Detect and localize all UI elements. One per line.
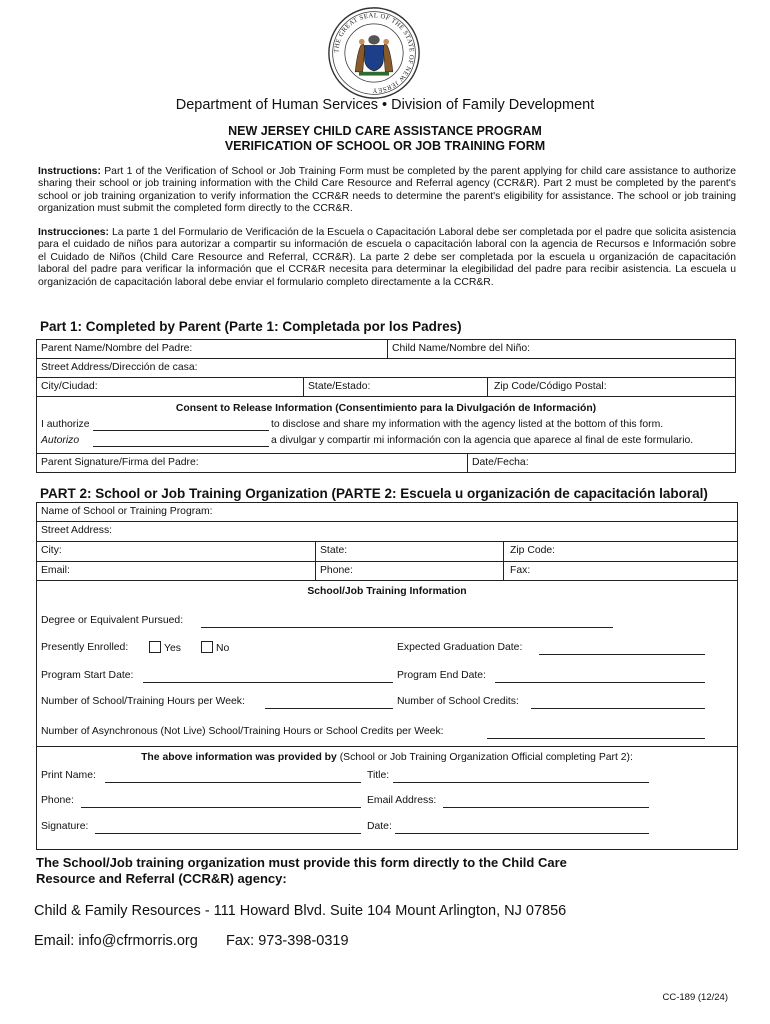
org-email-label: Email: (41, 565, 70, 576)
official-phone-line[interactable] (81, 807, 361, 808)
part2-row-program (37, 503, 737, 522)
submission-notice-line2: Resource and Referral (CCR&R) agency: (36, 871, 287, 886)
instructions-spanish (38, 227, 736, 289)
i-authorize-label: I authorize (41, 419, 90, 430)
program-title-line1: NEW JERSEY CHILD CARE ASSISTANCE PROGRAM (228, 124, 542, 138)
authorize-text: to disclose and share my information with the agency listed at the bottom of this form. (271, 419, 664, 430)
part1-row-signature (37, 454, 735, 473)
child-name-label: Child Name/Nombre del Niño: (392, 343, 531, 354)
seal-inscription: THE GREAT SEAL OF THE STATE OF NEW JERSEY (333, 12, 415, 94)
instrucciones-label: Instrucciones: (38, 227, 110, 238)
async-line[interactable] (487, 738, 705, 739)
parent-street-label: Street Address/Dirección de casa: (41, 362, 198, 373)
title-label: Title: (367, 770, 390, 781)
parent-name-field[interactable] (37, 340, 387, 358)
official-date-label: Date: (367, 821, 392, 832)
print-name-label: Print Name: (41, 770, 96, 781)
org-phone-field[interactable] (315, 562, 503, 580)
part2-row-street (37, 522, 737, 542)
org-state-label: State: (320, 545, 348, 556)
parent-date-field[interactable] (467, 454, 735, 473)
org-state-field[interactable] (315, 542, 503, 561)
parent-signature-label: Parent Signature/Firma del Padre: (41, 457, 199, 468)
grad-date-label: Expected Graduation Date: (397, 642, 523, 653)
credits-line[interactable] (531, 708, 705, 709)
state-seal-logo (327, 6, 421, 100)
instrucciones-text: La parte 1 del Formulario de Verificación de la Escuela o Capacitación Laboral debe ser completada por el padre que solicita asistencia para el cuidado de niños para autorizar a compartir su información de escuela o capacitación laboral con la agencia de Recursos e Información sobre el Cuidado de Niños (Child Care Resource and Referral, CCR&R). La parte 2 debe ser completada por la escuela u organización de capacitación laboral del padre para verificar la información que el CCR&R necesita para determinar la elegibilidad del padre para recibir asistencia. La escuela u organización de capacitación laboral debe enviar el formulario completo directamente a la CCR&R. (38, 227, 737, 288)
department-title: Department of Human Services • Division of Family Development (175, 97, 595, 113)
official-email-label: Email Address: (367, 795, 437, 806)
parent-street-field[interactable] (37, 359, 735, 377)
official-email-line[interactable] (443, 807, 649, 808)
part1-row-street (37, 359, 735, 378)
async-label: Number of Asynchronous (Not Live) School/Training Hours or School Credits per Week: (41, 726, 444, 737)
parent-date-label: Date/Fecha: (472, 457, 529, 468)
instructions-text: Part 1 of the Verification of School or Job Training Form must be completed by the parent applying for child care assistance to authorize sharing their school or job training information with the Child Care Resource and Referral agency (CCR&R). Part 2 must be completed by the parent's school or job training organization to verify information the CCR&R needs to determine the parent's eligibility for assistance. The school or job training organization must submit the completed form directly to the CCR&R. (38, 166, 736, 215)
org-fax-label: Fax: (510, 565, 531, 576)
parent-city-field[interactable] (37, 378, 303, 396)
official-date-line[interactable] (395, 833, 649, 834)
part1-table (36, 339, 736, 473)
agency-address: Child & Family Resources - 111 Howard Blvd. Suite 104 Mount Arlington, NJ 07856 (34, 903, 567, 919)
part1-row-consent (37, 397, 735, 454)
official-signature-label: Signature: (41, 821, 89, 832)
parent-state-field[interactable] (303, 378, 487, 396)
child-name-field[interactable] (387, 340, 735, 358)
org-phone-label: Phone: (320, 565, 353, 576)
degree-label: Degree or Equivalent Pursued: (41, 615, 184, 626)
program-title-line2: VERIFICATION OF SCHOOL OR JOB TRAINING FORM (224, 139, 546, 153)
part1-heading: Part 1: Completed by Parent (Parte 1: Completada por los Padres) (40, 319, 462, 334)
autorizo-text: a divulgar y compartir mi información con la agencia que aparece al final de este formulario. (271, 435, 694, 446)
hours-label: Number of School/Training Hours per Week: (41, 696, 245, 707)
school-info-title: School/Job Training Information (307, 586, 467, 597)
enrolled-no-option[interactable] (201, 641, 229, 654)
part1-row-city (37, 378, 735, 397)
provided-by-text (37, 752, 737, 763)
agency-email: Email: info@cfrmorris.org (34, 933, 198, 949)
org-city-label: City: (41, 545, 62, 556)
no-checkbox[interactable] (201, 641, 213, 653)
part2-row-email (37, 562, 737, 581)
program-title (0, 124, 770, 154)
part2-heading: PART 2: School or Job Training Organization (PARTE 2: Escuela u organización de capacitación laboral) (40, 486, 708, 501)
autorizo-name-line[interactable] (93, 446, 269, 447)
parent-name-label: Parent Name/Nombre del Padre: (41, 343, 193, 354)
autorizo-label: Autorizo (41, 435, 80, 446)
official-signature-line[interactable] (95, 833, 361, 834)
parent-state-label: State/Estado: (308, 381, 371, 392)
org-zip-label: Zip Code: (510, 545, 556, 556)
org-email-field[interactable] (37, 562, 315, 580)
parent-zip-field[interactable] (487, 378, 735, 396)
provided-by-rest: (School or Job Training Organization Official completing Part 2): (336, 752, 633, 763)
submission-notice (36, 855, 636, 887)
parent-signature-field[interactable] (37, 454, 467, 473)
part1-row-names (37, 340, 735, 359)
yes-label: Yes (164, 643, 181, 654)
title-line[interactable] (393, 782, 649, 783)
authorize-name-line[interactable] (93, 430, 269, 431)
start-date-label: Program Start Date: (41, 670, 134, 681)
part2-row-info (37, 581, 737, 747)
program-name-label: Name of School or Training Program: (41, 506, 213, 517)
parent-zip-label: Zip Code/Código Postal: (494, 381, 607, 392)
org-street-field[interactable] (37, 522, 737, 541)
part2-table (36, 502, 738, 850)
end-date-label: Program End Date: (397, 670, 486, 681)
provided-by-bold: The above information was provided by (141, 752, 337, 763)
print-name-line[interactable] (105, 782, 361, 783)
enrolled-label: Presently Enrolled: (41, 642, 129, 653)
part2-row-city (37, 542, 737, 562)
credits-label: Number of School Credits: (397, 696, 519, 707)
org-city-field[interactable] (37, 542, 315, 561)
end-date-line[interactable] (495, 682, 705, 683)
yes-checkbox[interactable] (149, 641, 161, 653)
org-zip-field[interactable] (503, 542, 737, 561)
agency-fax: Fax: 973-398-0319 (226, 933, 349, 949)
start-date-line[interactable] (143, 682, 393, 683)
program-name-field[interactable] (37, 503, 737, 521)
enrolled-yes-option[interactable] (149, 641, 181, 654)
form-number: CC-189 (12/24) (662, 992, 728, 1003)
parent-city-label: City/Ciudad: (41, 381, 98, 392)
degree-line[interactable] (201, 627, 613, 628)
no-label: No (216, 643, 230, 654)
submission-notice-line1: The School/Job training organization must provide this form directly to the Child Care (36, 855, 567, 870)
grad-date-line[interactable] (539, 654, 705, 655)
hours-line[interactable] (265, 708, 393, 709)
consent-title: Consent to Release Information (Consentimiento para la Divulgación de Información) (175, 403, 597, 414)
org-street-label: Street Address: (41, 525, 113, 536)
part2-row-official (37, 747, 737, 851)
instructions-english (38, 166, 736, 216)
org-fax-field[interactable] (503, 562, 737, 580)
instructions-label: Instructions: (38, 166, 101, 177)
official-phone-label: Phone: (41, 795, 74, 806)
